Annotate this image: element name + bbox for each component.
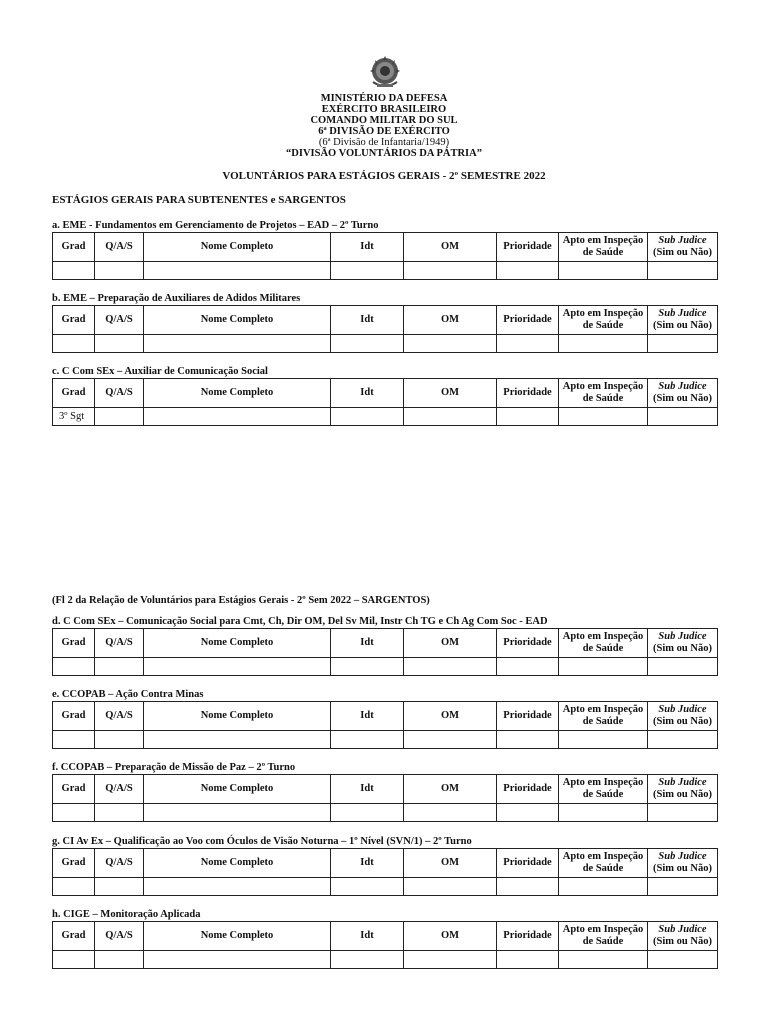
course-section [52, 616, 718, 676]
cell-apto[interactable] [559, 408, 648, 426]
col-apto: Apto em Inspeção de Saúde [559, 306, 648, 335]
cell-idt[interactable] [331, 878, 404, 896]
col-om: OM [404, 849, 497, 878]
volunteer-table [52, 232, 718, 280]
header-line: “DIVISÃO VOLUNTÁRIOS DA PÁTRIA” [286, 148, 482, 159]
col-om: OM [404, 775, 497, 804]
col-sub-judice [648, 849, 718, 878]
table-row [53, 262, 718, 280]
table-row [53, 878, 718, 896]
cell-nome[interactable] [144, 878, 331, 896]
document-title: VOLUNTÁRIOS PARA ESTÁGIOS GERAIS - 2º SEMESTRE 2022 [222, 170, 546, 182]
col-idt: Idt [331, 702, 404, 731]
cell-qas[interactable] [95, 335, 144, 353]
volunteer-table [52, 921, 718, 969]
col-qas: Q/A/S [95, 849, 144, 878]
cell-om[interactable] [404, 335, 497, 353]
col-grad: Grad [53, 629, 95, 658]
col-om: OM [404, 629, 497, 658]
section-title: d. C Com SEx – Comunicação Social para Cmt, Ch, Dir OM, Del Sv Mil, Instr Ch TG e Ch Ag Com Soc - EAD [52, 616, 548, 627]
sub-judice-label: Sub Judice [658, 308, 707, 319]
col-apto: Apto em Inspeção de Saúde [559, 702, 648, 731]
col-om: OM [404, 379, 497, 408]
col-apto: Apto em Inspeção de Saúde [559, 849, 648, 878]
cell-nome[interactable] [144, 951, 331, 969]
cell-om[interactable] [404, 408, 497, 426]
col-qas: Q/A/S [95, 306, 144, 335]
table-row [53, 658, 718, 676]
col-apto: Apto em Inspeção de Saúde [559, 379, 648, 408]
cell-apto[interactable] [559, 878, 648, 896]
cell-prioridade[interactable] [497, 658, 559, 676]
cell-apto[interactable] [559, 262, 648, 280]
cell-idt[interactable] [331, 335, 404, 353]
cell-grad[interactable] [53, 731, 95, 749]
col-prioridade: Prioridade [497, 849, 559, 878]
cell-apto[interactable] [559, 951, 648, 969]
sub-judice-note: (Sim ou Não) [653, 863, 712, 874]
sub-judice-label: Sub Judice [658, 631, 707, 642]
col-idt: Idt [331, 849, 404, 878]
course-section [52, 689, 718, 749]
col-prioridade: Prioridade [497, 379, 559, 408]
cell-nome[interactable] [144, 335, 331, 353]
section-title: h. CIGE – Monitoração Aplicada [52, 909, 201, 920]
col-prioridade: Prioridade [497, 922, 559, 951]
volunteer-table [52, 774, 718, 822]
col-om: OM [404, 702, 497, 731]
col-grad: Grad [53, 849, 95, 878]
col-idt: Idt [331, 306, 404, 335]
col-nome: Nome Completo [144, 849, 331, 878]
col-prioridade: Prioridade [497, 702, 559, 731]
sub-judice-label: Sub Judice [658, 851, 707, 862]
col-om: OM [404, 922, 497, 951]
cell-prioridade[interactable] [497, 335, 559, 353]
cell-qas[interactable] [95, 731, 144, 749]
cell-qas[interactable] [95, 408, 144, 426]
section-title: e. CCOPAB – Ação Contra Minas [52, 689, 204, 700]
col-prioridade: Prioridade [497, 629, 559, 658]
col-grad: Grad [53, 702, 95, 731]
table-header-row [53, 849, 718, 878]
sub-judice-label: Sub Judice [658, 235, 707, 246]
coat-of-arms-emblem [367, 54, 403, 90]
cell-om[interactable] [404, 878, 497, 896]
col-grad: Grad [53, 379, 95, 408]
section-title: f. CCOPAB – Preparação de Missão de Paz – 2º Turno [52, 762, 296, 773]
col-grad: Grad [53, 775, 95, 804]
col-idt: Idt [331, 233, 404, 262]
col-qas: Q/A/S [95, 379, 144, 408]
sub-judice-note: (Sim ou Não) [653, 789, 712, 800]
table-row [53, 335, 718, 353]
cell-sub-judice[interactable] [648, 658, 718, 676]
table-header-row [53, 775, 718, 804]
cell-om[interactable] [404, 731, 497, 749]
cell-qas[interactable] [95, 951, 144, 969]
header-line: MINISTÉRIO DA DEFESA [320, 93, 448, 104]
sub-judice-label: Sub Judice [658, 704, 707, 715]
cell-sub-judice[interactable] [648, 408, 718, 426]
cell-om[interactable] [404, 951, 497, 969]
sub-judice-note: (Sim ou Não) [653, 936, 712, 947]
cell-grad[interactable] [53, 262, 95, 280]
table-row [53, 408, 718, 426]
cell-idt[interactable] [331, 731, 404, 749]
sub-judice-note: (Sim ou Não) [653, 320, 712, 331]
sub-judice-note: (Sim ou Não) [653, 643, 712, 654]
cell-sub-judice[interactable] [648, 951, 718, 969]
cell-nome[interactable] [144, 731, 331, 749]
sub-judice-note: (Sim ou Não) [653, 716, 712, 727]
col-sub-judice [648, 775, 718, 804]
cell-qas[interactable] [95, 658, 144, 676]
col-nome: Nome Completo [144, 233, 331, 262]
cell-nome[interactable] [144, 262, 331, 280]
volunteer-table [52, 378, 718, 426]
cell-sub-judice[interactable] [648, 731, 718, 749]
cell-prioridade[interactable] [497, 408, 559, 426]
course-section [52, 220, 718, 280]
col-grad: Grad [53, 922, 95, 951]
cell-sub-judice[interactable] [648, 878, 718, 896]
sub-judice-label: Sub Judice [658, 777, 707, 788]
col-idt: Idt [331, 629, 404, 658]
table-header-row [53, 306, 718, 335]
table-row [53, 804, 718, 822]
cell-idt[interactable] [331, 262, 404, 280]
cell-om[interactable] [404, 804, 497, 822]
cell-idt[interactable] [331, 658, 404, 676]
header-line: EXÉRCITO BRASILEIRO [321, 104, 447, 115]
cell-prioridade[interactable] [497, 878, 559, 896]
volunteer-table [52, 305, 718, 353]
cell-prioridade[interactable] [497, 731, 559, 749]
section-title: a. EME - Fundamentos em Gerenciamento de Projetos – EAD – 2º Turno [52, 220, 379, 231]
institution-header [0, 93, 768, 159]
cell-grad[interactable]: 3º Sgt [53, 408, 95, 426]
cell-sub-judice[interactable] [648, 262, 718, 280]
table-header-row [53, 922, 718, 951]
volunteer-table [52, 628, 718, 676]
volunteer-table [52, 701, 718, 749]
cell-nome[interactable] [144, 658, 331, 676]
table-row [53, 731, 718, 749]
section-title: g. CI Av Ex – Qualificação ao Voo com Óculos de Visão Noturna – 1º Nível (SVN/1) – 2º Turno [52, 836, 472, 847]
col-idt: Idt [331, 922, 404, 951]
col-prioridade: Prioridade [497, 775, 559, 804]
cell-qas[interactable] [95, 878, 144, 896]
cell-prioridade[interactable] [497, 951, 559, 969]
col-qas: Q/A/S [95, 233, 144, 262]
table-header-row [53, 629, 718, 658]
col-idt: Idt [331, 775, 404, 804]
header-line: (6ª Divisão de Infantaria/1949) [318, 137, 450, 148]
cell-prioridade[interactable] [497, 804, 559, 822]
col-nome: Nome Completo [144, 775, 331, 804]
cell-sub-judice[interactable] [648, 335, 718, 353]
cell-grad[interactable] [53, 804, 95, 822]
col-nome: Nome Completo [144, 922, 331, 951]
col-grad: Grad [53, 233, 95, 262]
course-section [52, 293, 718, 353]
col-nome: Nome Completo [144, 306, 331, 335]
header-line: COMANDO MILITAR DO SUL [310, 115, 458, 126]
cell-grad[interactable] [53, 878, 95, 896]
col-apto: Apto em Inspeção de Saúde [559, 629, 648, 658]
cell-qas[interactable] [95, 804, 144, 822]
col-grad: Grad [53, 306, 95, 335]
cell-apto[interactable] [559, 731, 648, 749]
col-qas: Q/A/S [95, 922, 144, 951]
cell-nome[interactable] [144, 804, 331, 822]
cell-om[interactable] [404, 658, 497, 676]
document-subtitle: ESTÁGIOS GERAIS PARA SUBTENENTES e SARGENTOS [52, 194, 346, 206]
col-apto: Apto em Inspeção de Saúde [559, 922, 648, 951]
sub-judice-note: (Sim ou Não) [653, 247, 712, 258]
col-sub-judice [648, 922, 718, 951]
col-prioridade: Prioridade [497, 306, 559, 335]
cell-grad[interactable] [53, 658, 95, 676]
col-sub-judice [648, 629, 718, 658]
cell-apto[interactable] [559, 804, 648, 822]
cell-grad[interactable] [53, 335, 95, 353]
header-line: 6ª DIVISÃO DE EXÉRCITO [318, 126, 450, 137]
page-two-note: (Fl 2 da Relação de Voluntários para Estágios Gerais - 2º Sem 2022 – SARGENTOS) [52, 595, 430, 606]
sub-judice-label: Sub Judice [658, 924, 707, 935]
col-om: OM [404, 306, 497, 335]
table-header-row [53, 233, 718, 262]
course-section [52, 909, 718, 969]
cell-sub-judice[interactable] [648, 804, 718, 822]
col-apto: Apto em Inspeção de Saúde [559, 775, 648, 804]
course-section [52, 836, 718, 896]
col-sub-judice [648, 233, 718, 262]
col-sub-judice [648, 379, 718, 408]
col-sub-judice [648, 702, 718, 731]
col-nome: Nome Completo [144, 379, 331, 408]
col-qas: Q/A/S [95, 775, 144, 804]
course-section [52, 762, 718, 822]
cell-om[interactable] [404, 262, 497, 280]
table-header-row [53, 702, 718, 731]
col-apto: Apto em Inspeção de Saúde [559, 233, 648, 262]
cell-apto[interactable] [559, 658, 648, 676]
col-sub-judice [648, 306, 718, 335]
col-prioridade: Prioridade [497, 233, 559, 262]
cell-idt[interactable] [331, 951, 404, 969]
cell-qas[interactable] [95, 262, 144, 280]
sub-judice-note: (Sim ou Não) [653, 393, 712, 404]
col-qas: Q/A/S [95, 629, 144, 658]
col-qas: Q/A/S [95, 702, 144, 731]
cell-idt[interactable] [331, 804, 404, 822]
col-idt: Idt [331, 379, 404, 408]
col-om: OM [404, 233, 497, 262]
cell-apto[interactable] [559, 335, 648, 353]
cell-idt[interactable] [331, 408, 404, 426]
sub-judice-label: Sub Judice [658, 381, 707, 392]
col-nome: Nome Completo [144, 629, 331, 658]
course-section [52, 366, 718, 426]
volunteer-table [52, 848, 718, 896]
table-header-row [53, 379, 718, 408]
table-row [53, 951, 718, 969]
cell-grad[interactable] [53, 951, 95, 969]
section-title: b. EME – Preparação de Auxiliares de Adidos Militares [52, 293, 301, 304]
col-nome: Nome Completo [144, 702, 331, 731]
cell-prioridade[interactable] [497, 262, 559, 280]
section-title: c. C Com SEx – Auxiliar de Comunicação Social [52, 366, 268, 377]
cell-nome[interactable] [144, 408, 331, 426]
